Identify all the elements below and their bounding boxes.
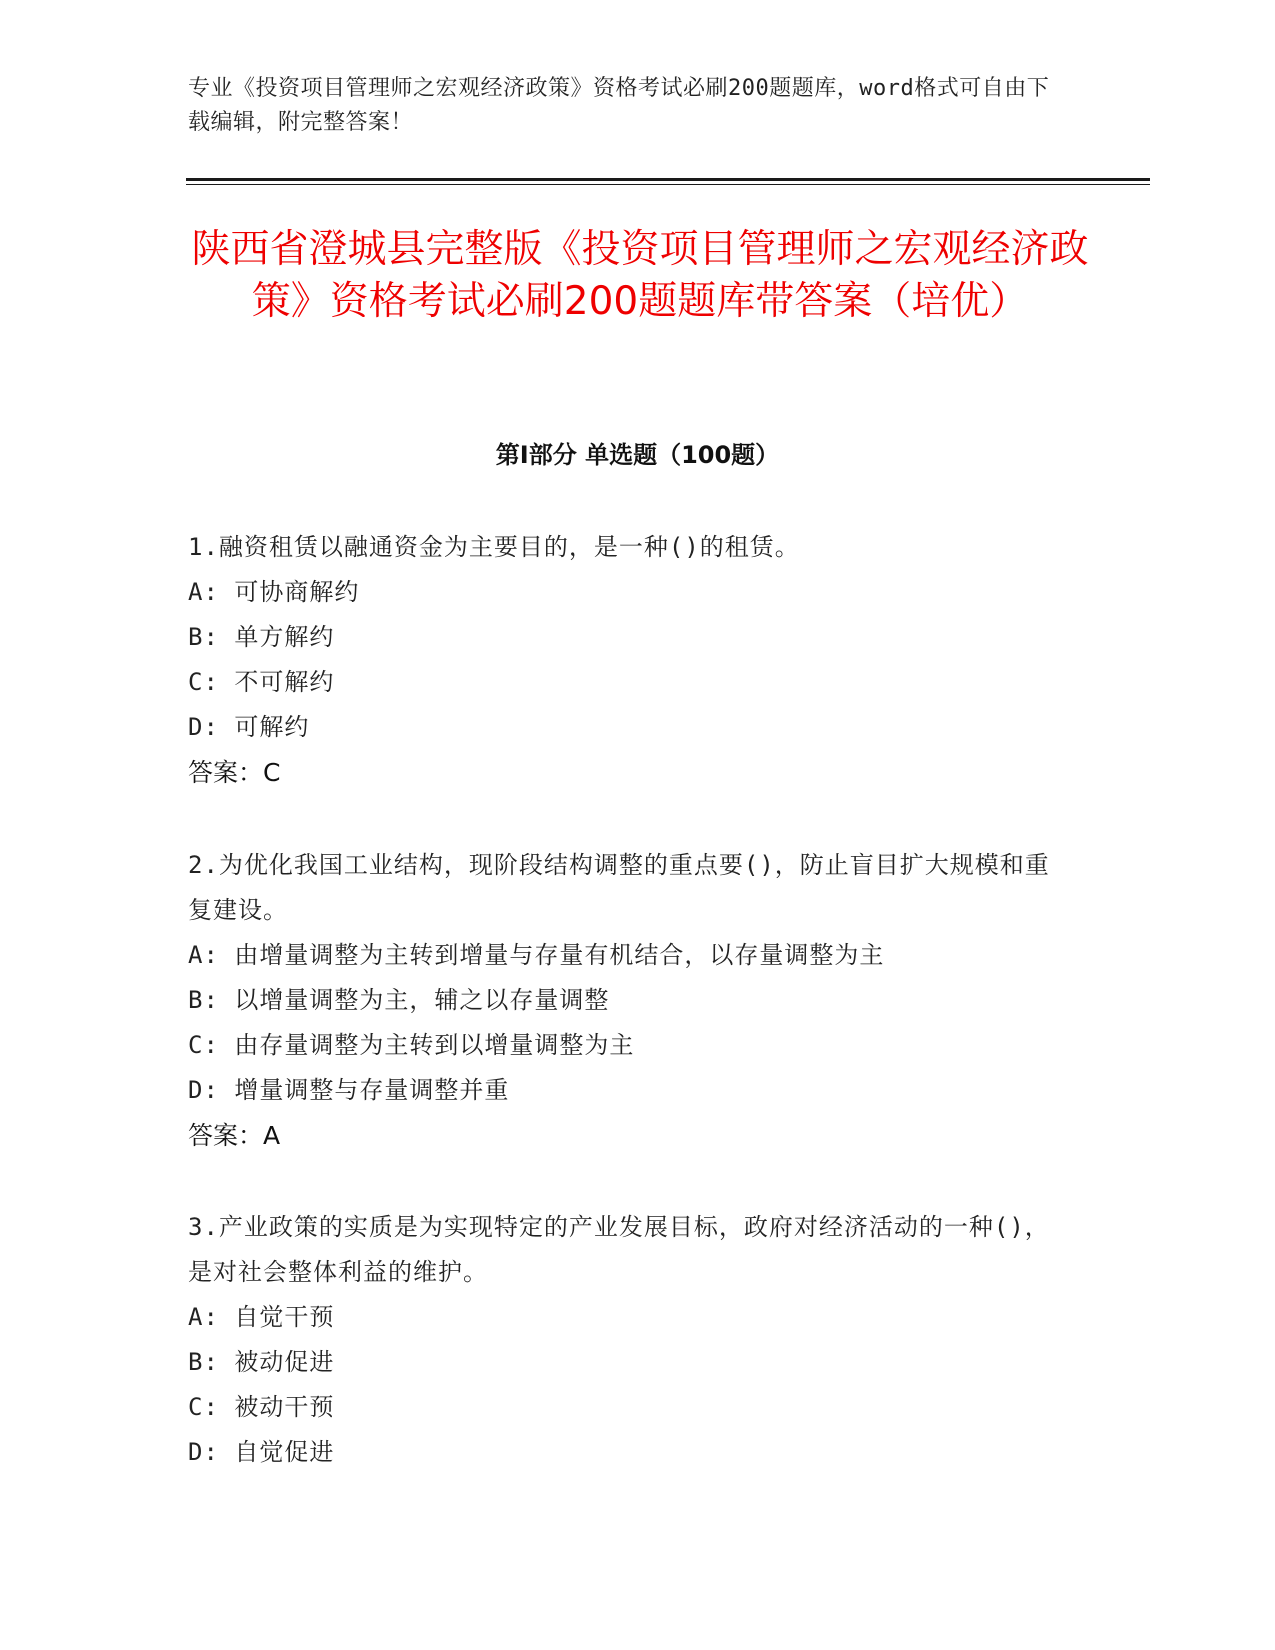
option-d: D: 增量调整与存量调整并重 — [188, 1076, 510, 1104]
option-d: D: 自觉促进 — [188, 1438, 335, 1466]
header-rule-thin — [186, 184, 1150, 185]
header-rule-thick — [186, 178, 1150, 181]
question-stem: 2.为优化我国工业结构，现阶段结构调整的重点要()，防止盲目扩大规模和重复建设。 — [188, 851, 1050, 924]
option-b: B: 单方解约 — [188, 623, 335, 651]
option-c: C: 不可解约 — [188, 668, 335, 696]
option-c: C: 由存量调整为主转到以增量调整为主 — [188, 1031, 635, 1059]
header-note: 专业《投资项目管理师之宏观经济政策》资格考试必刷200题题库，word格式可自由下载编辑，附完整答案！ — [188, 76, 1050, 135]
question-stem: 1.融资租赁以融通资金为主要目的，是一种()的租赁。 — [188, 533, 800, 561]
option-a: A: 自觉干预 — [188, 1303, 335, 1331]
answer: 答案：A — [188, 1121, 281, 1150]
answer: 答案：C — [188, 758, 281, 787]
option-b: B: 被动促进 — [188, 1348, 335, 1376]
question-1 — [188, 525, 1068, 795]
option-d: D: 可解约 — [188, 713, 310, 741]
document-title: 陕西省澄城县完整版《投资项目管理师之宏观经济政策》资格考试必刷200题题库带答案（培优） — [191, 227, 1089, 324]
question-3 — [188, 1205, 1068, 1475]
question-stem: 3.产业政策的实质是为实现特定的产业发展目标，政府对经济活动的一种()，是对社会整体利益的维护。 — [188, 1213, 1050, 1286]
option-a: A: 可协商解约 — [188, 578, 360, 606]
option-c: C: 被动干预 — [188, 1393, 335, 1421]
option-a: A: 由增量调整为主转到增量与存量有机结合，以存量调整为主 — [188, 941, 885, 969]
option-b: B: 以增量调整为主，辅之以存量调整 — [188, 986, 610, 1014]
section-title: 第I部分 单选题（100题） — [495, 441, 780, 469]
question-2 — [188, 843, 1068, 1158]
